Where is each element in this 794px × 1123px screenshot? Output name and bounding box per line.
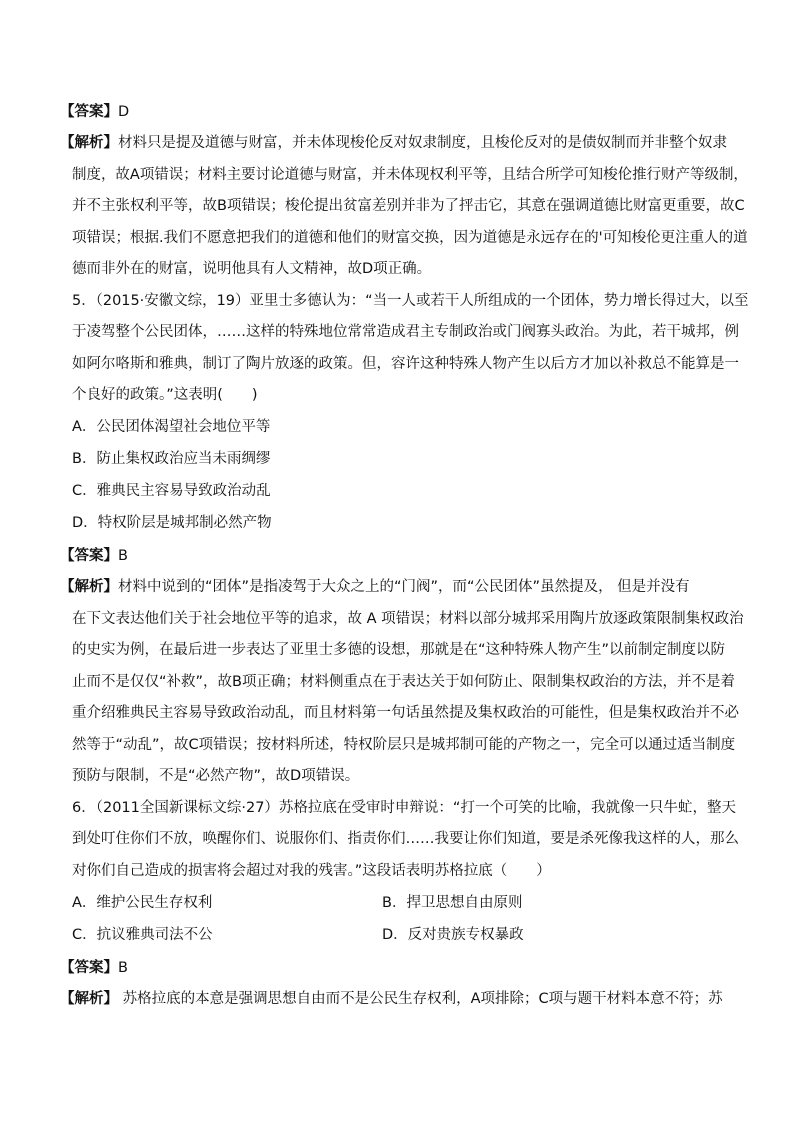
question-5-line-4: 个良好的政策。”这表明( ) xyxy=(72,387,258,403)
section-label: 【解析】 xyxy=(60,135,118,151)
question-6-option-b: B．捍卫思想自由原则 xyxy=(382,895,523,911)
analysis-q5-line-7: 预防与限制，不是“必然产物”，故D项错误。 xyxy=(72,768,360,784)
analysis-q4-line-2: 制度，故A项错误；材料主要讨论道德与财富，并未体现权利平等，且结合所学可知梭伦推行财产等级制， xyxy=(72,167,748,183)
section-label: 【答案】 xyxy=(60,104,118,120)
analysis-q4-line-1: 【解析】材料只是提及道德与财富，并未体现梭伦反对奴隶制度，且梭伦反对的是债奴制而并非整个奴隶 xyxy=(60,135,727,151)
question-6-option-d: D．反对贵族专权暴政 xyxy=(382,927,524,943)
question-6-line-1: 6．（2011全国新课标文综·27）苏格拉底在受审时申辩说：“打一个可笑的比喻，我就像一只牛虻，整天 xyxy=(72,800,736,816)
question-5-option-d: D．特权阶层是城邦制必然产物 xyxy=(72,515,272,531)
analysis-q5-line-4: 止而不是仅仅“补救”，故B项正确；材料侧重点在于表达关于如何防止、限制集权政治的方法，并不是着 xyxy=(72,674,735,690)
section-label: 【解析】 xyxy=(60,579,118,595)
analysis-q5-line-6: 然等于“动乱”，故C项错误；按材料所述，特权阶层只是城邦制可能的产物之一，完全可以通过适当制度 xyxy=(72,737,736,753)
question-5-line-2: 于凌驾整个公民团体，……这样的特殊地位常常造成君主专制政治或门阀寡头政治。为此，若干城邦，例 xyxy=(72,324,739,340)
answer-label-q6: 【答案】B xyxy=(60,960,128,976)
question-6-line-2: 到处叮住你们不放，唤醒你们、说服你们、指责你们……我要让你们知道，要是杀死像我这样的人，那么 xyxy=(72,831,739,847)
analysis-q5-line-1: 【解析】材料中说到的“团体”是指凌驾于大众之上的“门阀”，而“公民团体”虽然提及， 但是并没有 xyxy=(60,579,690,595)
question-5-option-b: B．防止集权政治应当未雨绸缪 xyxy=(72,451,271,467)
question-5-option-a: A．公民团体渴望社会地位平等 xyxy=(72,419,271,435)
answer-label-q5: 【答案】B xyxy=(60,548,128,564)
question-6-option-a: A．维护公民生存权利 xyxy=(72,895,213,911)
analysis-q4-line-5: 德而非外在的财富，说明他具有人文精神，故D项正确。 xyxy=(72,261,432,277)
analysis-q5-line-3: 的史实为例，在最后进一步表达了亚里士多德的设想，那就是在“这种特殊人物产生”以前制定制度以防 xyxy=(72,642,726,658)
analysis-q5-line-2: 在下文表达他们关于社会地位平等的追求，故 A 项错误；材料以部分城邦采用陶片放逐政策限制集权政治 xyxy=(72,611,744,627)
question-5-line-1: 5．（2015·安徽文综，19）亚里士多德认为：“当一人或若干人所组成的一个团体，势力增长得过大，以至 xyxy=(72,293,749,309)
question-5-line-3: 如阿尔咯斯和雅典，制订了陶片放逐的政策。但，容许这种特殊人物产生以后方才加以补救总不能算是一 xyxy=(72,356,739,372)
section-label: 【解析】 xyxy=(60,991,118,1007)
question-6-line-3: 对你们自己造成的损害将会超过对我的残害。”这段话表明苏格拉底（ ） xyxy=(72,863,551,879)
section-label: 【答案】 xyxy=(60,960,118,976)
analysis-q4-line-3: 并不主张权利平等，故B项错误；梭伦提出贫富差别并非为了抨击它，其意在强调道德比财富更重要，故C xyxy=(72,198,745,214)
question-6-option-c: C．抗议雅典司法不公 xyxy=(72,927,213,943)
answer-label-q4: 【答案】D xyxy=(60,104,130,120)
section-label: 【答案】 xyxy=(60,548,118,564)
analysis-q5-line-5: 重介绍雅典民主容易导致政治动乱，而且材料第一句话虽然提及集权政治的可能性，但是集权政治并不必 xyxy=(72,705,739,721)
analysis-q4-line-4: 项错误；根据.我们不愿意把我们的道德和他们的财富交换，因为道德是永远存在的'可知梭伦更注重人的道 xyxy=(72,230,748,246)
analysis-q6-line-1: 【解析】 苏格拉底的本意是强调思想自由而不是公民生存权利，A项排除；C项与题干材料本意不符；苏 xyxy=(60,991,723,1007)
question-5-option-c: C．雅典民主容易导致政治动乱 xyxy=(72,483,271,499)
